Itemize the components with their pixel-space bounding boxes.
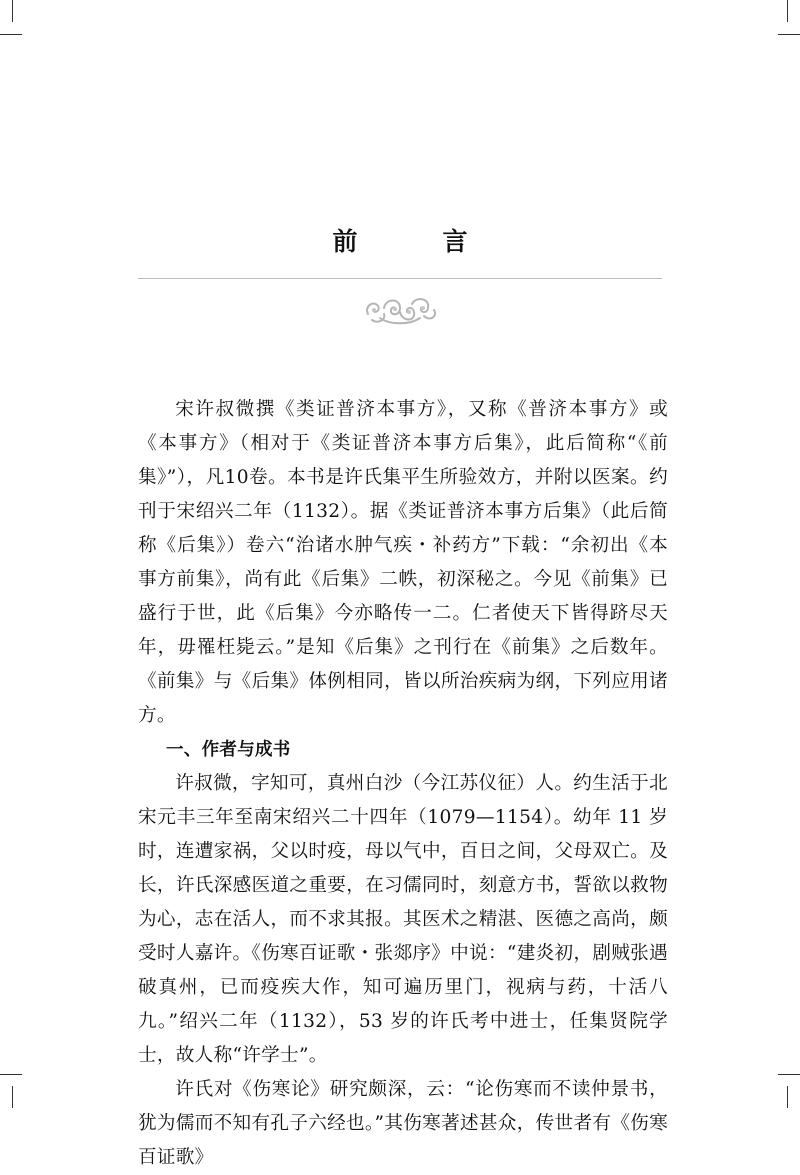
title-divider bbox=[138, 278, 662, 279]
crop-mark bbox=[12, 0, 13, 22]
crop-mark bbox=[787, 1086, 788, 1108]
section-heading: 一、作者与成书 bbox=[166, 740, 291, 760]
crop-mark bbox=[778, 34, 800, 35]
intro-paragraph: 宋许叔微撰《类证普济本事方》，又称《普济本事方》或《本事方》（相对于《类证普济本事方后集》，此后简称“《前集》”），凡10卷。本书是许氏集平生所验效方，并附以医案。约刊于宋绍兴二年（1132）。据《类证普济本事方后集》（此后简称《后集》）卷六“治诸水肿气疾・补药方”下载：“余初出《本事方前集》，尚有此《后集》二帙，初深秘之。今见《前集》已盛行于世，此《后集》今亦略传一二。仁者使天下皆得跻尽天年，毋罹枉毙云。”是知《后集》之刊行在《前集》之后数年。《前集》与《后集》体例相同，皆以所治疾病为纲，下列应用诸方。 bbox=[138, 399, 668, 726]
crop-mark bbox=[778, 1074, 800, 1075]
cloud-scroll-ornament-icon bbox=[362, 290, 440, 330]
shanghan-paragraph: 许氏对《伤寒论》研究颇深，云：“论伤寒而不读仲景书，犹为儒而不知有孔子六经也。”其伤寒著述甚众，传世者有《伤寒百证歌》 bbox=[138, 1079, 668, 1168]
crop-mark bbox=[12, 1086, 13, 1108]
crop-mark bbox=[0, 34, 22, 35]
crop-mark bbox=[787, 0, 788, 22]
page-title: 前 言 bbox=[332, 227, 498, 256]
crop-mark bbox=[0, 1074, 22, 1075]
author-paragraph: 许叔微，字知可，真州白沙（今江苏仪征）人。约生活于北宋元丰三年至南宋绍兴二十四年（1079—1154）。幼年 11 岁时，连遭家祸，父以时疫，母以气中，百日之间，父母双亡。及长，许氏深感医道之重要，在习儒同时，刻意方书，誓欲以救物为心，志在活人，而不求其报。其医术之精湛、医德之高尚，颇受时人嘉许。《伤寒百证歌・张郯序》中说：“建炎初，剧贼张遇破真州，已而疫疾大作，知可遍历里门，视病与药，十活八九。”绍兴二年（1132），53 岁的许氏考中进士，任集贤院学士，故人称“许学士”。 bbox=[138, 773, 668, 1066]
preface-body bbox=[138, 393, 668, 1175]
